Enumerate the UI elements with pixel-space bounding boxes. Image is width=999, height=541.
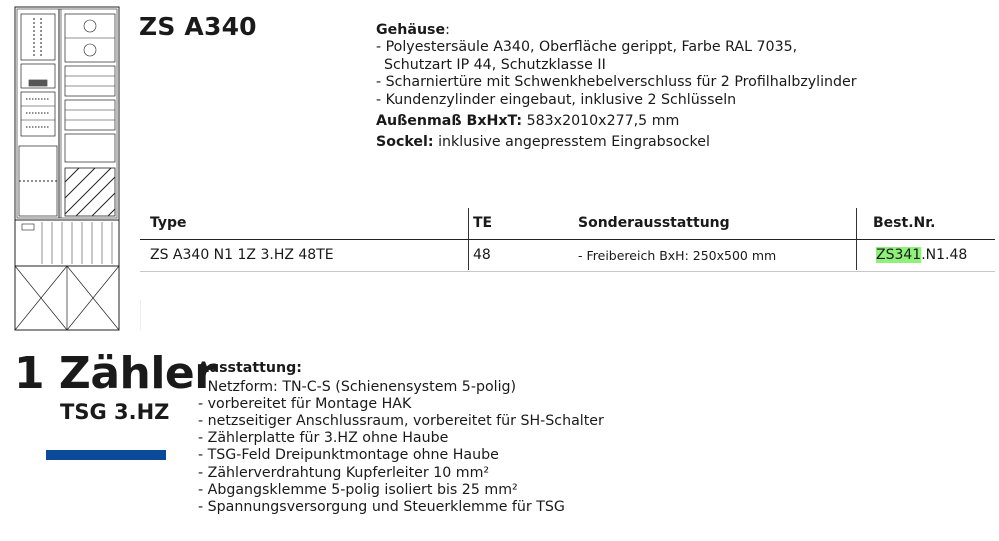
cabinet-drawing [14,6,120,332]
header-te: TE [473,215,493,231]
table-row [140,240,995,272]
equipment-item: - Netzform: TN-C-S (Schienensystem 5-polig) [198,379,517,396]
header-type: Type [150,215,187,231]
accent-bar [46,450,166,460]
order-table [140,208,995,272]
housing-heading-line [376,22,857,39]
row-te: 48 [473,247,491,263]
row-type: ZS A340 N1 1Z 3.HZ 48TE [150,247,334,263]
equipment-item: - TSG-Feld Dreipunktmontage ohne Haube [198,447,499,464]
dimensions-value: 583x2010x277,5 mm [522,113,680,130]
order-number-rest: .N1.48 [921,247,968,263]
row-extra: - Freibereich BxH: 250x500 mm [578,248,777,263]
dimensions-line [376,113,857,130]
row-order-number [876,240,967,271]
base-line [376,134,857,151]
dimensions-label: Außenmaß BxHxT: [376,113,523,130]
divider [140,300,141,330]
equipment-item: - Spannungsversorgung und Steuerklemme für TSG [198,498,565,515]
housing-spec [376,22,857,152]
equipment-heading: Ausstattung: [198,360,302,376]
order-number-highlight: ZS341 [876,247,922,263]
equipment-item: - netzseitiger Anschlussraum, vorbereitet für SH-Schalter [198,413,604,430]
header-extra: Sonderausstattung [578,215,730,231]
equipment-item: - Abgangsklemme 5-polig isoliert bis 25 mm² [198,481,518,498]
base-value: inklusive angepresstem Eingrabsockel [433,134,710,151]
meter-count: 1 Zähler [14,348,216,399]
housing-line: - Scharniertüre mit Schwenkhebelverschluss für 2 Profilhalbzylinder [376,74,857,91]
product-title: ZS A340 [139,12,257,41]
equipment-item: - Zählerplatte für 3.HZ ohne Haube [198,430,449,447]
housing-line: - Kundenzylinder eingebaut, inklusive 2 Schlüsseln [376,91,737,108]
housing-line: - Polyestersäule A340, Oberfläche gerippt, Farbe RAL 7035, [376,39,798,56]
housing-line: Schutzart IP 44, Schutzklasse II [384,56,606,73]
table-header-row [140,208,995,240]
header-order-number: Best.Nr. [873,215,936,231]
equipment-item: - vorbereitet für Montage HAK [198,396,412,413]
equipment-item: - Zählerverdrahtung Kupferleiter 10 mm² [198,464,490,481]
housing-heading-colon: : [445,22,450,38]
equipment-list [198,360,604,516]
housing-heading: Gehäuse [376,22,446,38]
base-label: Sockel: [376,134,434,151]
meter-variant: TSG 3.HZ [60,400,170,424]
